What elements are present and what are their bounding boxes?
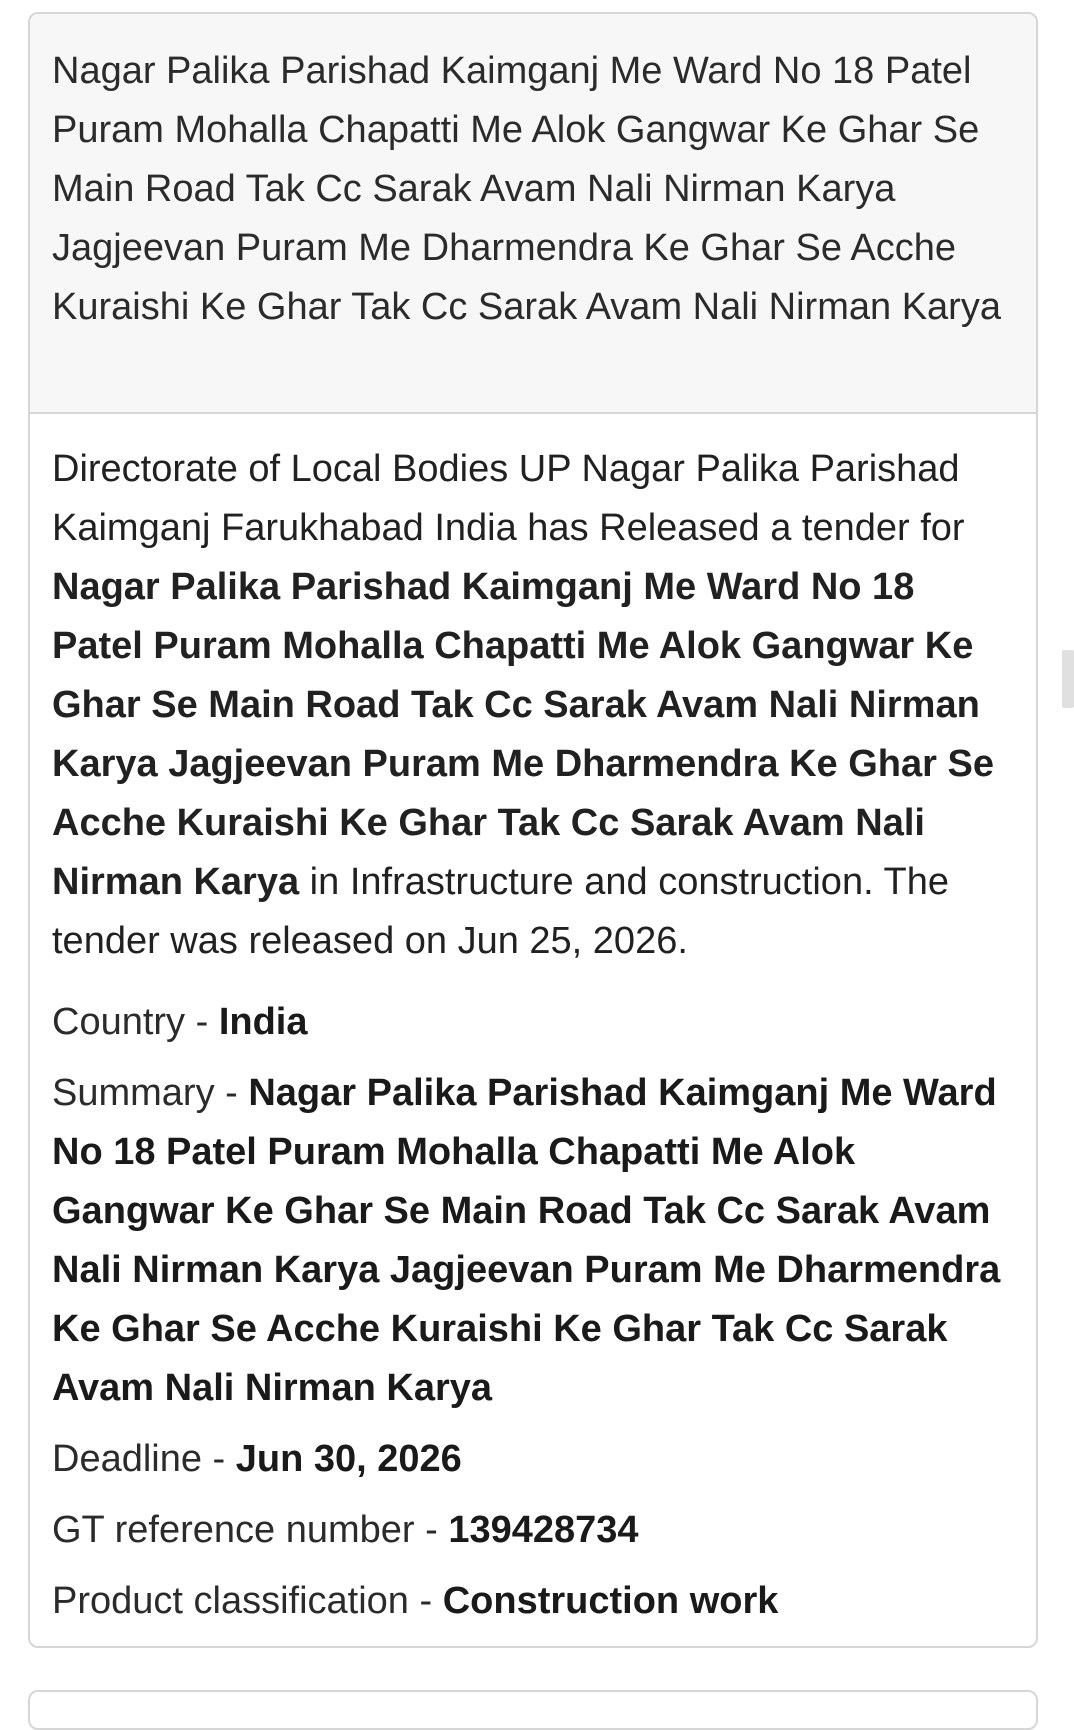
tender-description — [52, 440, 1014, 971]
summary-label: Summary - — [52, 1072, 249, 1114]
tender-title: Nagar Palika Parishad Kaimganj Me Ward No 18 Patel Puram Mohalla Chapatti Me Alok Gangwar Ke Ghar Se Main Road Tak Cc Sarak Avam Nali Nirman Karya Jagjeevan Puram Me Dharmendra Ke Ghar Se Acche Kuraishi Ke Ghar Tak Cc Sarak Avam Nali Nirman Karya — [52, 50, 1001, 328]
country-label: Country - — [52, 1001, 219, 1043]
country-value: India — [218, 1001, 308, 1043]
tender-title-header — [30, 14, 1036, 414]
classification-label: Product classification - — [52, 1580, 443, 1622]
description-tender-name: Nagar Palika Parishad Kaimganj Me Ward No 18 Patel Puram Mohalla Chapatti Me Alok Gangwar Ke Ghar Se Main Road Tak Cc Sarak Avam Nali Nirman Karya Jagjeevan Puram Me Dharmendra Ke Ghar Se Acche Kuraishi Ke Ghar Tak Cc Sarak Avam Nali Nirman Karya — [52, 566, 994, 903]
reference-field — [52, 1501, 1014, 1560]
summary-value: Nagar Palika Parishad Kaimganj Me Ward No 18 Patel Puram Mohalla Chapatti Me Alok Gangwar Ke Ghar Se Main Road Tak Cc Sarak Avam Nali Nirman Karya Jagjeevan Puram Me Dharmendra Ke Ghar Se Acche Kuraishi Ke Ghar Tak Cc Sarak Avam Nali Nirman Karya — [52, 1072, 1001, 1409]
classification-value: Construction work — [442, 1580, 779, 1622]
deadline-value: Jun 30, 2026 — [235, 1438, 462, 1480]
description-prefix: Directorate of Local Bodies UP Nagar Palika Parishad Kaimganj Farukhabad India has Released a tender for — [52, 448, 965, 549]
deadline-label: Deadline - — [52, 1438, 236, 1480]
deadline-field — [52, 1430, 1014, 1489]
scrollbar-thumb[interactable] — [1062, 650, 1074, 708]
country-field — [52, 993, 1014, 1052]
tender-details — [30, 414, 1036, 1631]
tender-card — [28, 12, 1038, 1648]
summary-field — [52, 1064, 1014, 1418]
reference-value: 139428734 — [448, 1509, 639, 1551]
description-suffix: in Infrastructure and construction. The tender was released on Jun 25, 2026. — [52, 861, 949, 962]
reference-label: GT reference number - — [52, 1509, 449, 1551]
next-tender-card[interactable] — [28, 1690, 1038, 1730]
classification-field — [52, 1572, 1014, 1631]
